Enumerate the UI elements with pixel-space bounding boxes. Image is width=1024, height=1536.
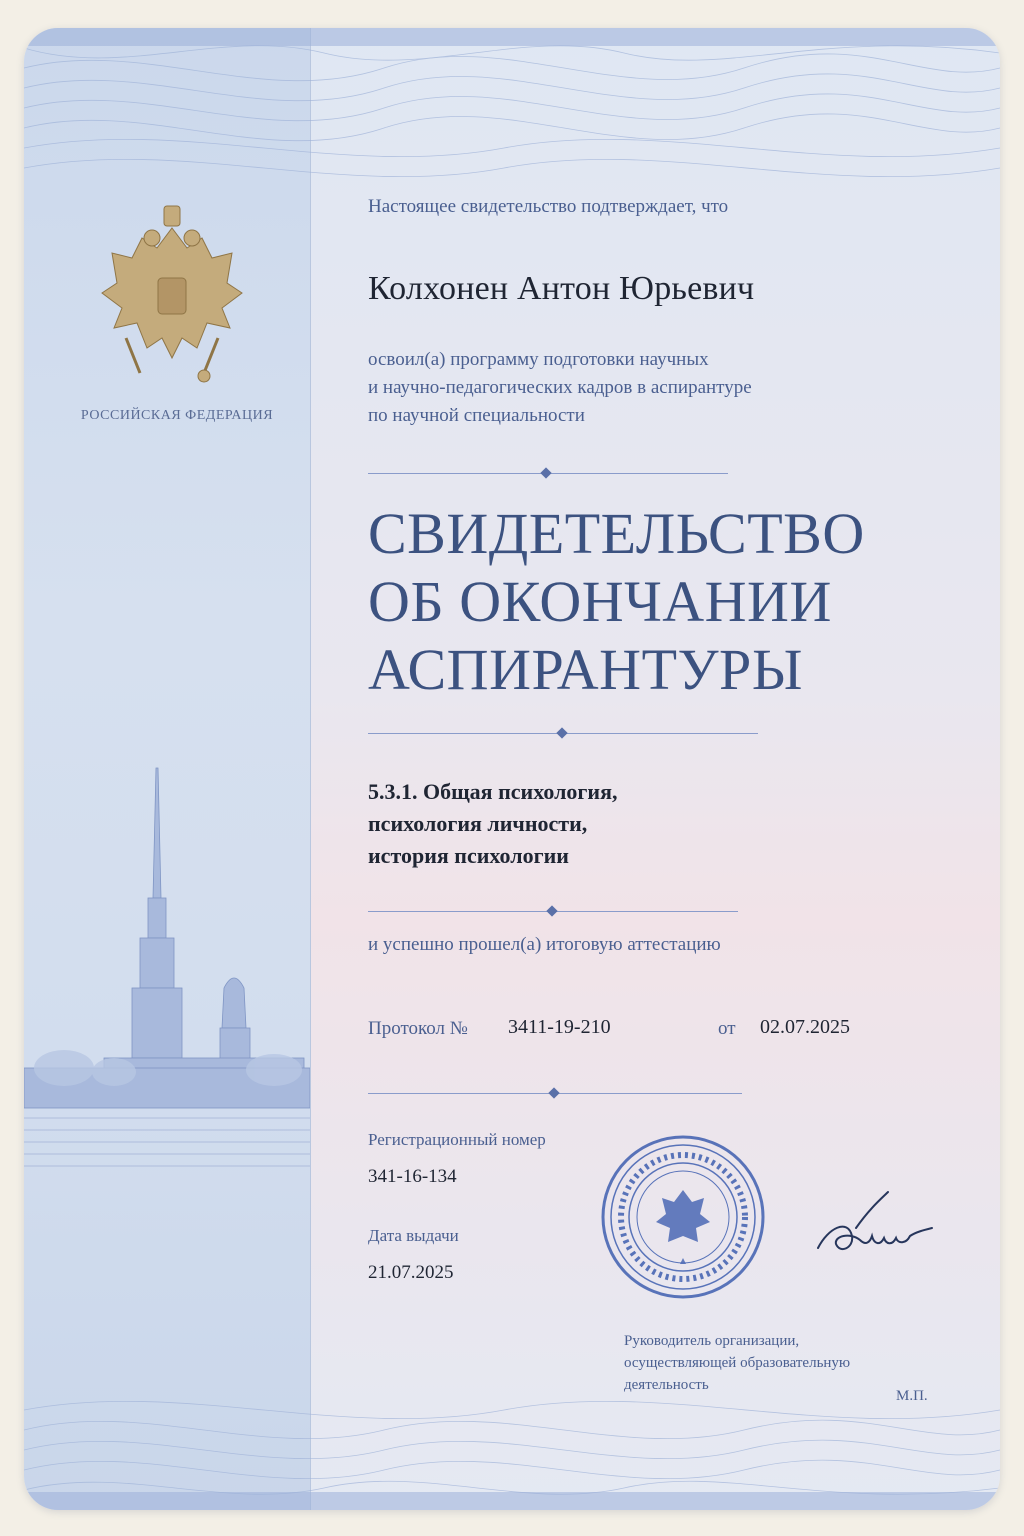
divider — [368, 728, 758, 740]
intro-text: Настоящее свидетельство подтверждает, что — [368, 196, 729, 217]
program-text — [368, 346, 752, 430]
cathedral-illustration — [24, 758, 310, 1178]
head-of-organization-label — [624, 1330, 924, 1396]
registration-label: Регистрационный номер — [368, 1130, 546, 1149]
title-line: ОБ ОКОНЧАНИИ — [368, 569, 832, 634]
document-title — [368, 500, 865, 704]
issue-date: 21.07.2025 — [368, 1262, 454, 1283]
divider — [368, 1088, 742, 1100]
specialty-line: психология личности, — [368, 811, 588, 836]
head-label-line: деятельность — [624, 1377, 709, 1393]
coat-of-arms-icon — [92, 198, 252, 398]
stamp-place-label: М.П. — [896, 1388, 928, 1404]
protocol-from-label: от — [718, 1018, 736, 1039]
specialty-line: 5.3.1. Общая психология, — [368, 779, 618, 804]
head-label-line: осуществляющей образовательную — [624, 1355, 851, 1371]
attestation-text: и успешно прошел(а) итоговую аттестацию — [368, 934, 721, 955]
program-line: освоил(а) программу подготовки научных — [368, 349, 709, 370]
country-label: РОССИЙСКАЯ ФЕДЕРАЦИЯ — [80, 408, 274, 423]
program-line: по научной специальности — [368, 405, 585, 426]
registration-number: 341-16-134 — [368, 1166, 457, 1187]
head-label-line: Руководитель организации, — [624, 1333, 800, 1349]
official-seal-icon — [598, 1132, 768, 1302]
signature-mark — [810, 1188, 940, 1268]
specialty-text — [368, 776, 618, 872]
title-line: СВИДЕТЕЛЬСТВО — [368, 501, 865, 566]
divider — [368, 468, 728, 480]
protocol-number: 3411-19-210 — [508, 1016, 611, 1038]
divider — [368, 906, 738, 918]
protocol-label: Протокол № — [368, 1018, 468, 1039]
program-line: и научно-педагогических кадров в аспирантуре — [368, 377, 752, 398]
title-line: АСПИРАНТУРЫ — [368, 637, 803, 702]
issue-date-label: Дата выдачи — [368, 1226, 459, 1245]
specialty-line: история психологии — [368, 843, 569, 868]
certificate-card — [24, 28, 1000, 1510]
guilloche-top-pattern — [24, 28, 1000, 198]
holder-name: Колхонен Антон Юрьевич — [368, 270, 755, 307]
protocol-date: 02.07.2025 — [760, 1016, 850, 1038]
